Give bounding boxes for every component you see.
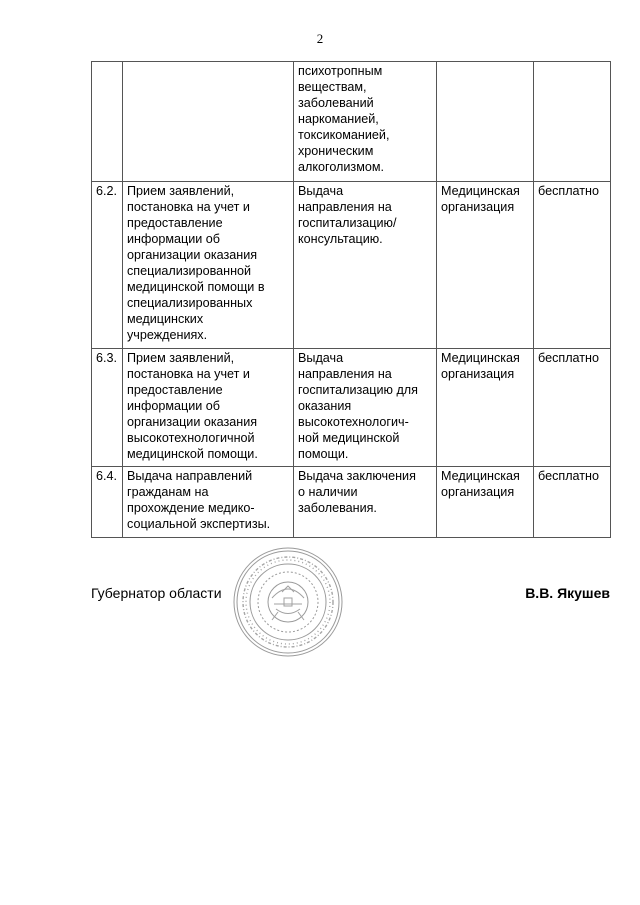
signatory-title: Губернатор области — [91, 585, 222, 601]
result-cell: Выдача заключения о наличии заболевания. — [294, 467, 437, 538]
table-row — [92, 349, 611, 467]
row-number-cell: 6.2. — [92, 182, 123, 349]
row-number-cell — [92, 62, 123, 182]
service-cell: Прием заявлений, постановка на учет и предоставление информации об организации оказания высокотехнологичной медицинской помощи. — [123, 349, 294, 467]
service-cell — [123, 62, 294, 182]
cost-cell: бесплатно — [534, 182, 611, 349]
cost-cell — [534, 62, 611, 182]
provider-cell — [437, 62, 534, 182]
page-number: 2 — [316, 31, 324, 46]
service-cell: Прием заявлений, постановка на учет и предоставление информации об организации оказания специализированной медицинской помощи в специализированных медицинских учреждениях. — [123, 182, 294, 349]
official-seal-icon — [232, 546, 344, 658]
result-cell: Выдача направления на госпитализацию/ консультацию. — [294, 182, 437, 349]
provider-cell: Медицинская организация — [437, 182, 534, 349]
result-cell: психотропным веществам, заболеваний наркоманией, токсикоманией, хроническим алкоголизмом. — [294, 62, 437, 182]
service-cell: Выдача направлений гражданам на прохождение медико- социальной экспертизы. — [123, 467, 294, 538]
services-table — [91, 61, 611, 538]
provider-cell: Медицинская организация — [437, 349, 534, 467]
signatory-name: В.В. Якушев — [525, 585, 610, 601]
table-row — [92, 62, 611, 182]
cost-cell: бесплатно — [534, 467, 611, 538]
row-number-cell: 6.3. — [92, 349, 123, 467]
table-row — [92, 467, 611, 538]
row-number-cell: 6.4. — [92, 467, 123, 538]
provider-cell: Медицинская организация — [437, 467, 534, 538]
cost-cell: бесплатно — [534, 349, 611, 467]
result-cell: Выдача направления на госпитализацию для оказания высокотехнологич- ной медицинской помощи. — [294, 349, 437, 467]
table-row — [92, 182, 611, 349]
